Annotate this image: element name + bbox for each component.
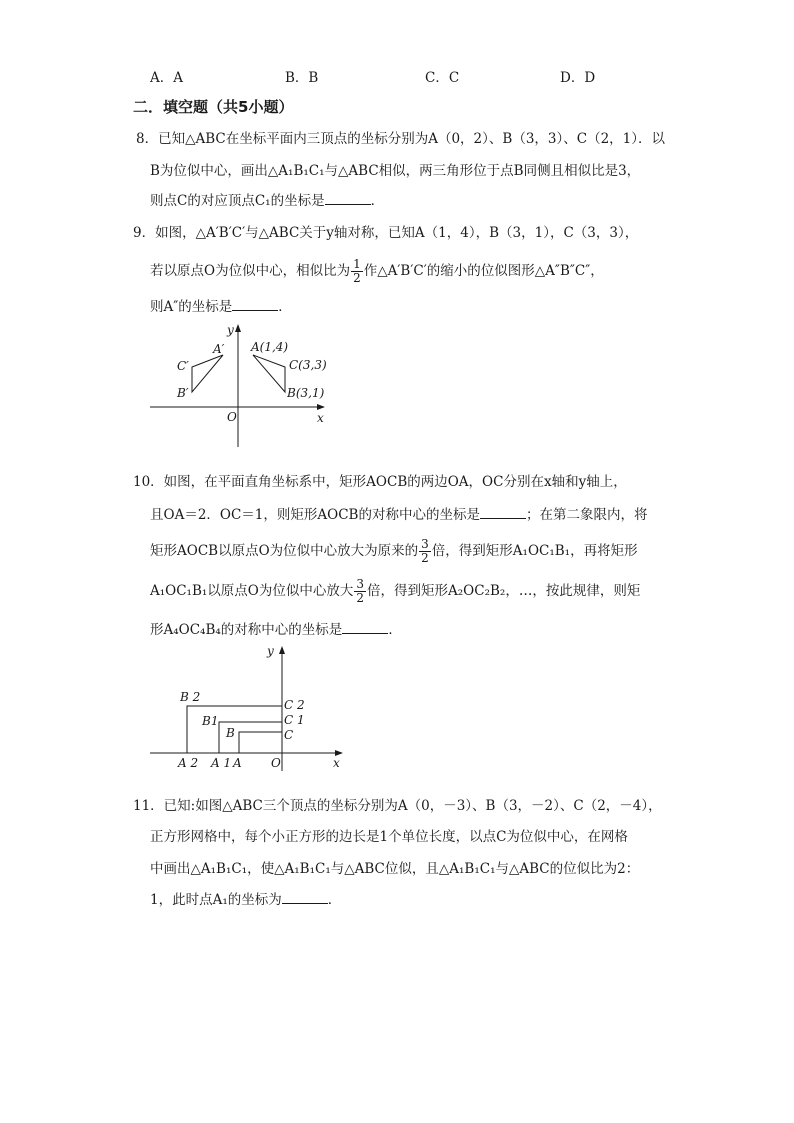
q10-origin-label: O: [271, 756, 281, 770]
q10-fraction-2: [354, 578, 366, 605]
label-b2: B 2: [180, 690, 201, 704]
q10-figure: [145, 643, 355, 775]
label-b1: B1: [202, 714, 219, 728]
q10-line-2-rest: ；在第二象限内，将: [525, 507, 648, 523]
q11-line-4-end: ．: [327, 892, 342, 908]
q8-line-1: 8．已知△ABC在坐标平面内三顶点的坐标分别为A（0，2）、B（3，3）、C（2，1）．以: [136, 131, 666, 147]
label-b-prime: B′: [177, 386, 189, 400]
q10-line-1: 10．如图，在平面直角坐标系中，矩形AOCB的两边OA，OC分别在x轴和y轴上，: [133, 474, 627, 490]
q10-line-2-text: 且OA＝2．OC＝1，则矩形AOCB的对称中心的坐标是: [150, 507, 480, 523]
q9-x-label: x: [317, 411, 324, 425]
q10-line-5-end: ．: [388, 622, 402, 638]
q10-line-4-rest: 倍，得到矩形A₂OC₂B₂，…，按此规律，则矩: [367, 583, 641, 599]
label-a-prime: A′: [213, 342, 225, 356]
label-c2: C 2: [284, 698, 305, 712]
label-c1: C 1: [284, 713, 305, 727]
q8-line-3-text: 则点C的对应顶点C₁的坐标是: [150, 193, 325, 209]
q9-frac-num: 1: [353, 257, 361, 271]
q10-y-arrow: [279, 646, 285, 654]
q10-y-label: y: [267, 644, 274, 658]
q10-line-5-text: 形A₄OC₄B₄的对称中心的坐标是: [150, 622, 343, 638]
q9-answer-blank[interactable]: [232, 296, 278, 311]
q11-line-2: 正方形网格中，每个小正方形的边长是1个单位长度，以点C为位似中心，在网格: [150, 829, 628, 845]
label-a1: A 1: [211, 756, 232, 770]
q9-y-label: y: [227, 323, 234, 337]
q10-line-4: [150, 578, 640, 605]
q9-line-2-text: 若以原点O为位似中心，相似比为: [150, 263, 351, 279]
option-a[interactable]: A．A: [150, 70, 183, 86]
triangle-abc-prime: [192, 355, 223, 392]
label-c: C(3,3): [289, 358, 327, 372]
q9-frac-den: 2: [353, 271, 361, 285]
option-d[interactable]: D．D: [560, 70, 596, 86]
q10-answer-blank-1[interactable]: [480, 504, 526, 519]
q8-line-3: [150, 190, 384, 211]
label-b: B: [226, 726, 235, 740]
q11-answer-blank[interactable]: [282, 889, 328, 904]
label-c: C: [284, 728, 294, 742]
q10-fraction-1: [419, 538, 431, 565]
q10-line-5: [150, 619, 402, 640]
q10-answer-blank-2[interactable]: [342, 619, 388, 634]
q9-figure: [145, 322, 335, 454]
q10-line-4-text: A₁OC₁B₁以原点O为位似中心放大: [150, 583, 354, 599]
q10-line-3-rest: 倍，得到矩形A₁OC₁B₁，再将矩形: [431, 543, 638, 559]
section-title: 二．填空题（共5小题）: [133, 98, 294, 116]
q10-line-2: [150, 504, 647, 525]
q10-line-3: [150, 538, 638, 565]
q9-line-3-text: 则A″的坐标是: [150, 299, 233, 315]
q10-frac1-den: 2: [421, 551, 429, 565]
q9-line-1: 9．如图，△A′B′C′与△ABC关于y轴对称，已知A（1，4），B（3，1），C（3，3），: [133, 225, 639, 241]
option-b[interactable]: B．B: [285, 70, 319, 86]
label-b: B(3,1): [287, 386, 325, 400]
q10-frac1-num: 3: [421, 537, 429, 551]
q11-line-4-text: 1，此时点A₁的坐标为: [150, 892, 282, 908]
q11-line-1: 11．已知:如图△ABC三个顶点的坐标分别为A（0，－3）、B（3，－2）、C（2，－4），: [133, 798, 662, 814]
q11-line-4: [150, 889, 341, 910]
rectangle-aocb: [239, 732, 282, 753]
q9-line-3: [150, 296, 292, 317]
q9-line-3-end: ．: [278, 299, 292, 315]
q10-frac2-den: 2: [356, 591, 365, 605]
q9-fraction: [351, 258, 363, 285]
q9-x-arrow: [317, 404, 325, 410]
triangle-abc: [253, 355, 285, 392]
option-c[interactable]: C．C: [425, 70, 460, 86]
q10-line-3-text: 矩形AOCB以原点O为位似中心放大为原来的: [150, 543, 419, 559]
q10-frac2-num: 3: [356, 577, 365, 591]
label-a: A: [233, 756, 242, 770]
q11-line-3: 中画出△A₁B₁C₁，使△A₁B₁C₁与△ABC位似，且△A₁B₁C₁与△ABC的位似比为2：: [150, 861, 640, 877]
q10-x-label: x: [333, 756, 340, 770]
q8-answer-blank[interactable]: [325, 190, 371, 205]
label-a: A(1,4): [251, 340, 289, 354]
label-c-prime: C′: [177, 359, 189, 373]
q8-line-3-end: ．: [370, 193, 385, 209]
label-a2: A 2: [178, 756, 199, 770]
q9-origin-label: O: [227, 410, 237, 424]
q8-line-2: B为位似中心，画出△A₁B₁C₁与△ABC相似，两三角形位于点B同侧且相似比是3，: [150, 163, 641, 179]
q9-y-arrow: [235, 324, 241, 332]
q9-line-2: [150, 258, 604, 285]
q9-line-2-rest: 作△A′B′C′的缩小的位似图形△A″B″C″，: [363, 263, 604, 279]
